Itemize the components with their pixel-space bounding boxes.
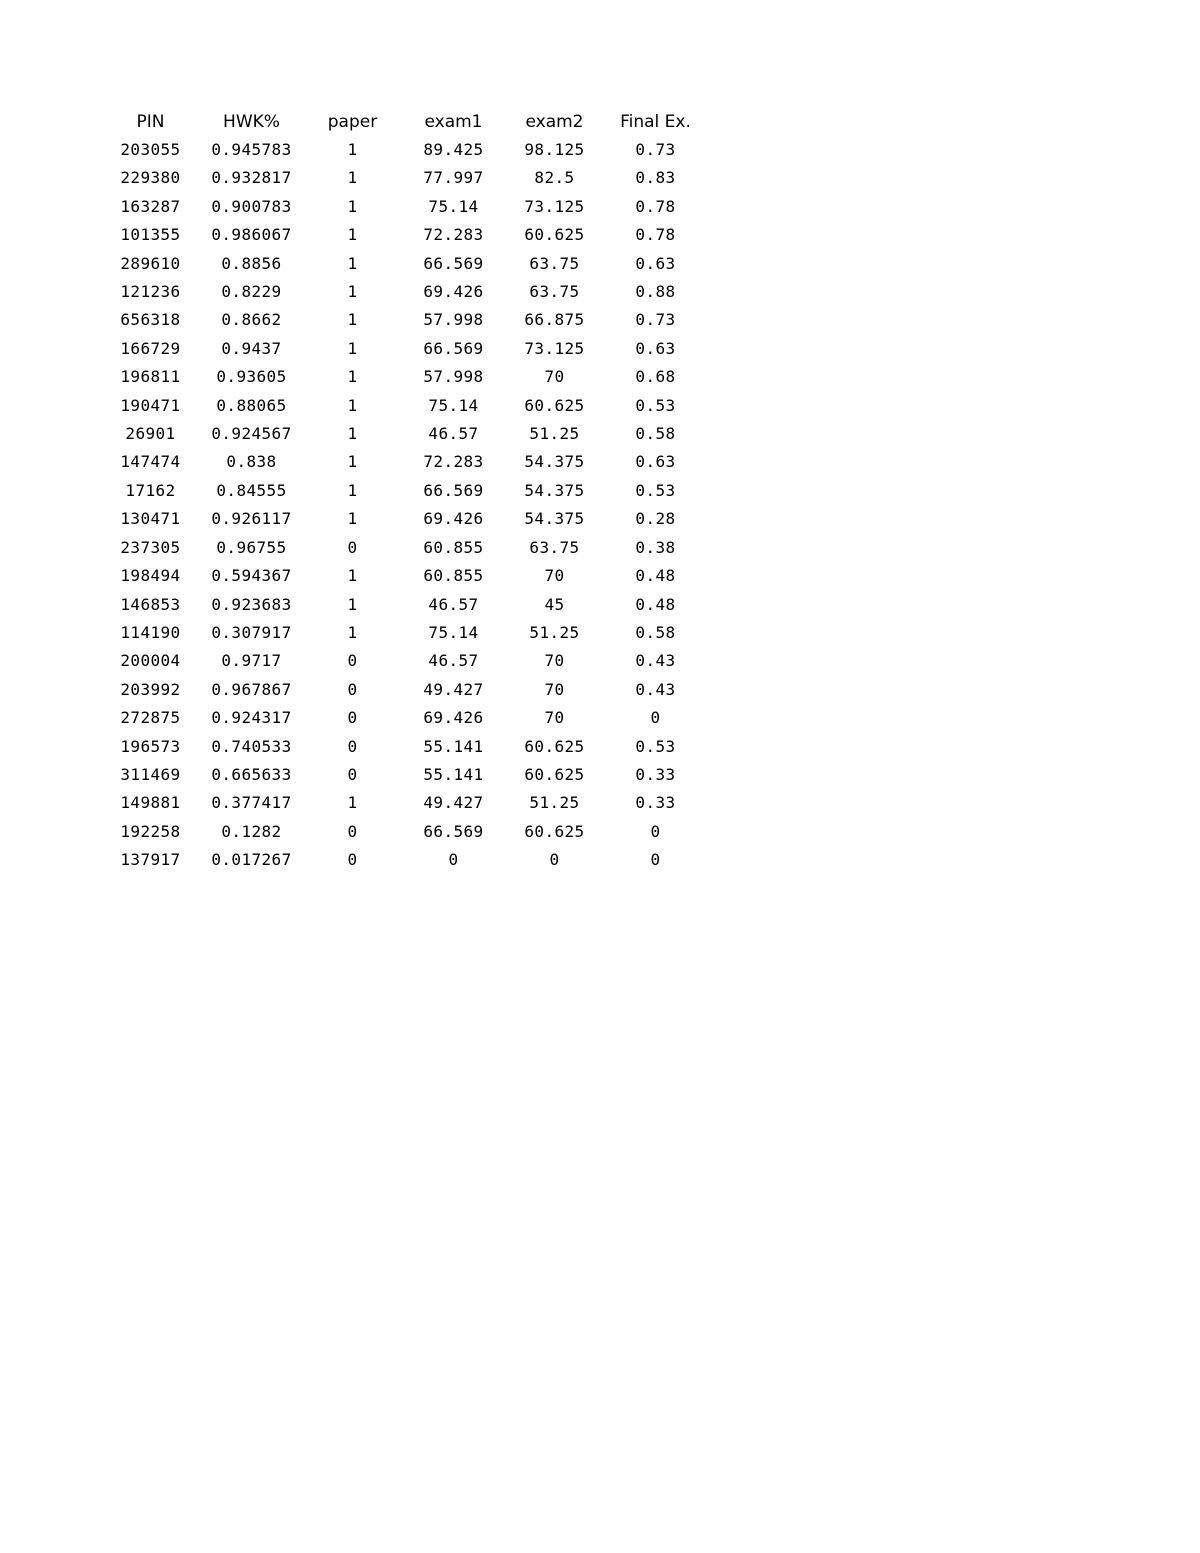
cell-final-exam: 0 (650, 708, 661, 728)
table-row (100, 562, 706, 590)
cell-exam2: 60.625 (524, 764, 585, 784)
header-paper: paper (327, 112, 378, 132)
table-row (100, 818, 706, 846)
table-row (100, 221, 706, 249)
cell-exam2: 60.625 (524, 821, 585, 841)
cell-pin: 149881 (120, 793, 181, 813)
cell-final-exam: 0 (650, 850, 661, 870)
cell-exam2: 45 (544, 594, 565, 614)
cell-pin: 130471 (120, 509, 181, 529)
cell-final-exam: 0.53 (635, 480, 676, 500)
cell-final-exam: 0.38 (635, 537, 676, 557)
cell-final-exam: 0.63 (635, 452, 676, 472)
cell-hwk-percent: 0.9437 (221, 338, 282, 358)
cell-exam1: 89.425 (423, 140, 484, 159)
cell-exam2: 70 (544, 367, 565, 387)
cell-hwk-percent: 0.924317 (211, 708, 292, 728)
cell-paper: 0 (347, 850, 358, 870)
cell-paper: 1 (347, 140, 358, 159)
cell-pin: 311469 (120, 764, 181, 784)
cell-pin: 137917 (120, 850, 181, 870)
cell-paper: 1 (347, 793, 358, 813)
table-row (100, 193, 706, 221)
table-row (100, 676, 706, 704)
cell-exam2: 70 (544, 679, 565, 699)
cell-final-exam: 0.53 (635, 736, 676, 756)
cell-hwk-percent: 0.740533 (211, 736, 292, 756)
cell-hwk-percent: 0.967867 (211, 679, 292, 699)
cell-paper: 1 (347, 168, 358, 188)
cell-paper: 0 (347, 764, 358, 784)
cell-exam1: 72.283 (423, 452, 484, 472)
cell-exam2: 63.75 (529, 253, 580, 273)
cell-paper: 0 (347, 651, 358, 671)
cell-pin: 203992 (120, 679, 181, 699)
cell-exam1: 49.427 (423, 793, 484, 813)
cell-hwk-percent: 0.594367 (211, 566, 292, 586)
cell-paper: 0 (347, 679, 358, 699)
cell-hwk-percent: 0.84555 (216, 480, 287, 500)
table-row (100, 733, 706, 761)
cell-exam2: 0 (549, 850, 560, 870)
cell-exam1: 46.57 (428, 424, 479, 444)
cell-pin: 17162 (125, 480, 176, 500)
cell-exam2: 51.25 (529, 622, 580, 642)
cell-exam1: 46.57 (428, 651, 479, 671)
cell-exam1: 66.569 (423, 821, 484, 841)
cell-hwk-percent: 0.88065 (216, 395, 287, 415)
cell-exam1: 69.426 (423, 708, 484, 728)
cell-final-exam: 0.43 (635, 679, 676, 699)
cell-hwk-percent: 0.924567 (211, 424, 292, 444)
cell-exam1: 0 (448, 850, 459, 870)
table-row (100, 278, 706, 306)
table-row (100, 534, 706, 562)
cell-paper: 1 (347, 395, 358, 415)
cell-hwk-percent: 0.838 (226, 452, 277, 472)
cell-exam1: 60.855 (423, 566, 484, 586)
cell-paper: 0 (347, 537, 358, 557)
cell-exam1: 66.569 (423, 338, 484, 358)
cell-exam1: 75.14 (428, 622, 479, 642)
cell-pin: 289610 (120, 253, 181, 273)
header-pin: PIN (136, 112, 165, 132)
cell-hwk-percent: 0.93605 (216, 367, 287, 387)
table-row (100, 647, 706, 675)
cell-final-exam: 0.73 (635, 310, 676, 330)
header-row (100, 108, 706, 136)
cell-pin: 196811 (120, 367, 181, 387)
cell-final-exam: 0.58 (635, 622, 676, 642)
table-row (100, 477, 706, 505)
cell-paper: 1 (347, 367, 358, 387)
cell-pin: 163287 (120, 196, 181, 216)
cell-exam2: 73.125 (524, 196, 585, 216)
cell-hwk-percent: 0.926117 (211, 509, 292, 529)
cell-pin: 147474 (120, 452, 181, 472)
cell-exam2: 73.125 (524, 338, 585, 358)
cell-paper: 1 (347, 509, 358, 529)
cell-exam2: 60.625 (524, 736, 585, 756)
cell-exam2: 51.25 (529, 793, 580, 813)
cell-paper: 1 (347, 338, 358, 358)
cell-paper: 1 (347, 424, 358, 444)
cell-final-exam: 0.33 (635, 793, 676, 813)
cell-exam2: 70 (544, 566, 565, 586)
cell-exam2: 70 (544, 708, 565, 728)
cell-paper: 1 (347, 225, 358, 245)
table-row (100, 250, 706, 278)
cell-pin: 237305 (120, 537, 181, 557)
cell-pin: 192258 (120, 821, 181, 841)
cell-paper: 1 (347, 622, 358, 642)
cell-paper: 1 (347, 452, 358, 472)
grades-sheet (100, 108, 706, 875)
cell-exam1: 46.57 (428, 594, 479, 614)
cell-final-exam: 0.48 (635, 566, 676, 586)
cell-paper: 1 (347, 594, 358, 614)
cell-exam1: 69.426 (423, 509, 484, 529)
cell-exam1: 72.283 (423, 225, 484, 245)
table-row (100, 591, 706, 619)
cell-exam2: 66.875 (524, 310, 585, 330)
cell-pin: 101355 (120, 225, 181, 245)
cell-exam2: 63.75 (529, 282, 580, 302)
cell-hwk-percent: 0.8662 (221, 310, 282, 330)
cell-paper: 0 (347, 821, 358, 841)
cell-pin: 203055 (120, 140, 181, 159)
cell-pin: 272875 (120, 708, 181, 728)
cell-exam2: 82.5 (534, 168, 575, 188)
cell-exam2: 51.25 (529, 424, 580, 444)
cell-exam2: 54.375 (524, 480, 585, 500)
cell-hwk-percent: 0.9717 (221, 651, 282, 671)
cell-pin: 146853 (120, 594, 181, 614)
cell-exam1: 66.569 (423, 253, 484, 273)
cell-pin: 121236 (120, 282, 181, 302)
cell-pin: 656318 (120, 310, 181, 330)
cell-paper: 0 (347, 708, 358, 728)
cell-paper: 1 (347, 566, 358, 586)
cell-pin: 200004 (120, 651, 181, 671)
table-row (100, 335, 706, 363)
cell-hwk-percent: 0.017267 (211, 850, 292, 870)
cell-paper: 1 (347, 282, 358, 302)
cell-paper: 1 (347, 253, 358, 273)
cell-hwk-percent: 0.377417 (211, 793, 292, 813)
cell-exam2: 70 (544, 651, 565, 671)
cell-exam1: 75.14 (428, 196, 479, 216)
table-row (100, 448, 706, 476)
cell-paper: 1 (347, 196, 358, 216)
cell-hwk-percent: 0.665633 (211, 764, 292, 784)
cell-exam2: 60.625 (524, 395, 585, 415)
cell-exam2: 98.125 (524, 140, 585, 159)
grades-table (100, 108, 706, 875)
cell-hwk-percent: 0.1282 (221, 821, 282, 841)
cell-hwk-percent: 0.923683 (211, 594, 292, 614)
cell-final-exam: 0.78 (635, 196, 676, 216)
cell-final-exam: 0.68 (635, 367, 676, 387)
cell-final-exam: 0.53 (635, 395, 676, 415)
cell-exam2: 54.375 (524, 452, 585, 472)
cell-exam1: 57.998 (423, 367, 484, 387)
header-exam1: exam1 (424, 112, 483, 132)
cell-hwk-percent: 0.307917 (211, 622, 292, 642)
cell-exam1: 69.426 (423, 282, 484, 302)
cell-hwk-percent: 0.8229 (221, 282, 282, 302)
cell-exam1: 55.141 (423, 764, 484, 784)
header-final-exam: Final Ex. (620, 112, 691, 132)
cell-exam1: 57.998 (423, 310, 484, 330)
cell-final-exam: 0 (650, 821, 661, 841)
cell-final-exam: 0.48 (635, 594, 676, 614)
cell-final-exam: 0.83 (635, 168, 676, 188)
cell-hwk-percent: 0.900783 (211, 196, 292, 216)
cell-final-exam: 0.28 (635, 509, 676, 529)
cell-final-exam: 0.43 (635, 651, 676, 671)
cell-hwk-percent: 0.932817 (211, 168, 292, 188)
cell-exam2: 54.375 (524, 509, 585, 529)
cell-paper: 0 (347, 736, 358, 756)
cell-paper: 1 (347, 480, 358, 500)
cell-exam1: 60.855 (423, 537, 484, 557)
cell-hwk-percent: 0.8856 (221, 253, 282, 273)
table-row (100, 420, 706, 448)
table-row (100, 619, 706, 647)
table-row (100, 363, 706, 391)
cell-pin: 229380 (120, 168, 181, 188)
table-row (100, 789, 706, 817)
cell-hwk-percent: 0.96755 (216, 537, 287, 557)
cell-pin: 196573 (120, 736, 181, 756)
cell-hwk-percent: 0.986067 (211, 225, 292, 245)
cell-final-exam: 0.63 (635, 253, 676, 273)
header-exam2: exam2 (525, 112, 584, 132)
cell-exam1: 49.427 (423, 679, 484, 699)
cell-pin: 198494 (120, 566, 181, 586)
cell-final-exam: 0.63 (635, 338, 676, 358)
cell-exam1: 55.141 (423, 736, 484, 756)
cell-pin: 26901 (125, 424, 176, 444)
cell-final-exam: 0.73 (635, 140, 676, 159)
header-hwk-percent: HWK% (223, 112, 280, 132)
cell-final-exam: 0.33 (635, 764, 676, 784)
table-row (100, 761, 706, 789)
cell-pin: 166729 (120, 338, 181, 358)
cell-final-exam: 0.78 (635, 225, 676, 245)
table-row (100, 392, 706, 420)
cell-pin: 114190 (120, 622, 181, 642)
cell-pin: 190471 (120, 395, 181, 415)
table-row (100, 505, 706, 533)
cell-exam1: 66.569 (423, 480, 484, 500)
cell-exam2: 63.75 (529, 537, 580, 557)
table-row (100, 136, 706, 164)
table-row (100, 306, 706, 334)
table-body (100, 136, 706, 875)
cell-exam2: 60.625 (524, 225, 585, 245)
table-row (100, 704, 706, 732)
cell-hwk-percent: 0.945783 (211, 140, 292, 159)
cell-exam1: 77.997 (423, 168, 484, 188)
cell-final-exam: 0.88 (635, 282, 676, 302)
cell-final-exam: 0.58 (635, 424, 676, 444)
cell-exam1: 75.14 (428, 395, 479, 415)
cell-paper: 1 (347, 310, 358, 330)
table-row (100, 846, 706, 874)
table-row (100, 164, 706, 192)
